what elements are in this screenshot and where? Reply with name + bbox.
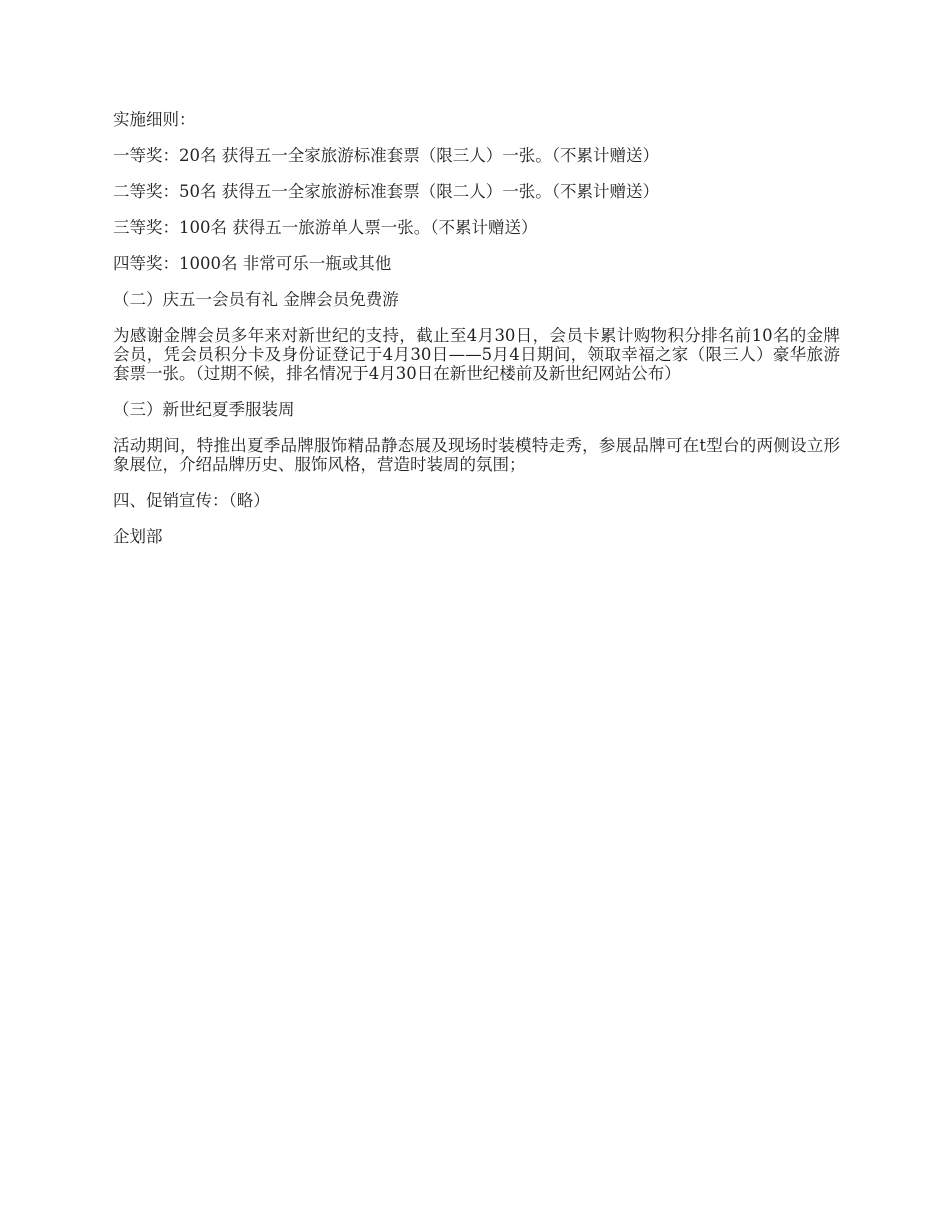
section-heading-promotion: 四、促销宣传：（略） [113, 491, 270, 510]
subheading-summer-fashion: （三）新世纪夏季服装周 [113, 400, 295, 419]
prize-first: 一等奖：20名 获得五一全家旅游标准套票（限三人）一张。（不累计赠送） [113, 146, 659, 165]
prize-fourth: 四等奖：1000名 非常可乐一瓶或其他 [113, 254, 392, 273]
paragraph-member-gift: 为感谢金牌会员多年来对新世纪的支持，截止至4月30日，会员卡累计购物积分排名前10名的金牌会员，凭会员积分卡及身份证登记于4月30日——5月4日期间，领取幸福之家（限三人）豪华旅游套票一张。（过期不候，排名情况于4月30日在新世纪楼前及新世纪网站公布） [113, 326, 840, 383]
paragraph-summer-fashion: 活动期间，特推出夏季品牌服饰精品静态展及现场时装模特走秀，参展品牌可在t型台的两侧设立形象展位，介绍品牌历史、服饰风格，营造时装周的氛围； [113, 436, 840, 474]
prize-third: 三等奖：100名 获得五一旅游单人票一张。（不累计赠送） [113, 218, 538, 237]
subheading-member-gift: （二）庆五一会员有礼 金牌会员免费游 [113, 290, 399, 309]
prize-second: 二等奖：50名 获得五一全家旅游标准套票（限二人）一张。（不累计赠送） [113, 182, 659, 201]
signature-department: 企划部 [113, 527, 163, 546]
section-heading-details: 实施细则： [113, 110, 196, 129]
